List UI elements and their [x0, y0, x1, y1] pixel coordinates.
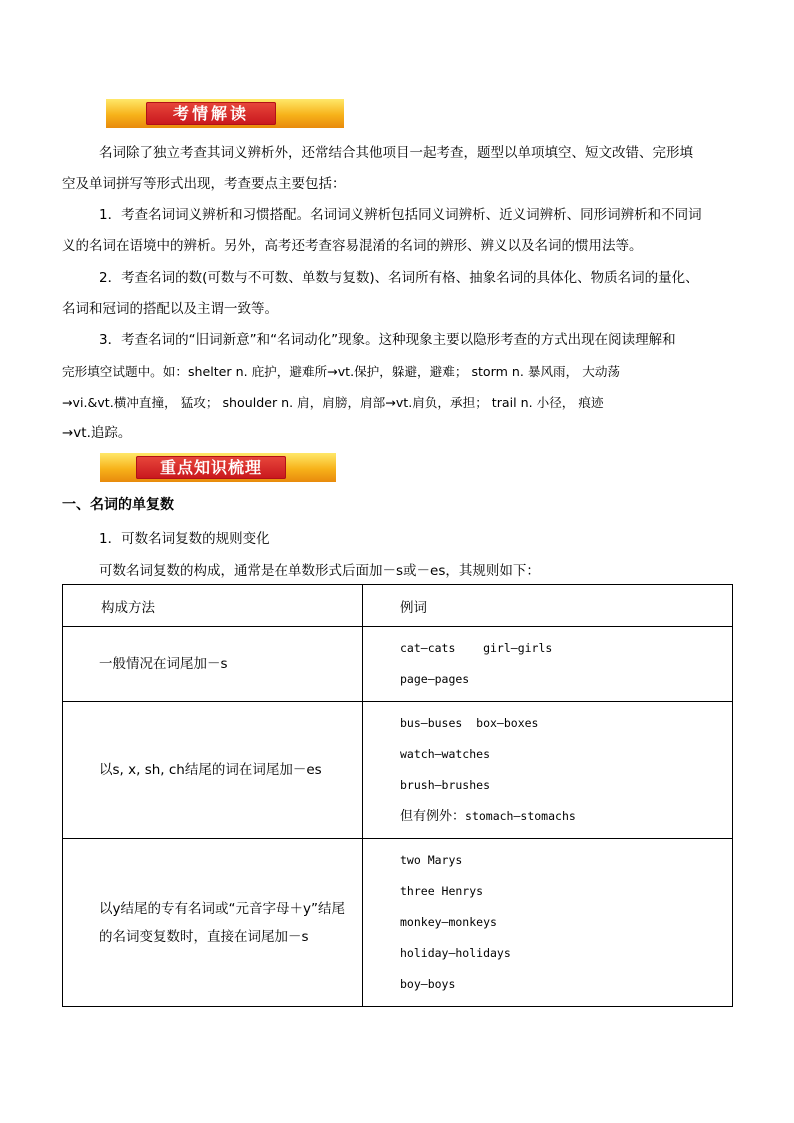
paragraph-line: 完形填空试题中。如：shelter n. 庇护，避难所→vt.保护，躲避，避难； storm n. 暴风雨， 大动荡 — [62, 364, 621, 379]
section-banner-exam-analysis — [106, 99, 344, 128]
example-word: holiday—holidays — [400, 946, 511, 960]
table-row — [63, 839, 733, 1007]
rule-cell: 一般情况在词尾加－s — [63, 627, 363, 702]
table-intro-text: 可数名词复数的构成，通常是在单数形式后面加－s或－es，其规则如下： — [99, 563, 540, 579]
exception-line — [400, 801, 732, 832]
subsection-heading: 1．可数名词复数的规则变化 — [99, 531, 270, 547]
paragraph-line: 3．考查名词的“旧词新意”和“名词动化”现象。这种现象主要以隐形考查的方式出现在阅读理解和 — [99, 332, 676, 348]
plural-rules-table — [62, 584, 733, 1007]
exception-word: stomach—stomachs — [465, 809, 576, 823]
table-row — [63, 627, 733, 702]
examples-cell — [363, 627, 733, 702]
example-word: two Marys — [400, 853, 463, 867]
banner-title: 考情解读 — [146, 102, 276, 125]
paragraph-line: →vt.追踪。 — [62, 425, 132, 441]
paragraph-line: 1．考查名词词义辨析和习惯搭配。名词词义辨析包括同义词辨析、近义词辨析、同形词辨析和不同词 — [99, 207, 702, 223]
paragraph-line: 名词除了独立考查其词义辨析外，还常结合其他项目一起考查，题型以单项填空、短文改错、完形填 — [99, 145, 693, 161]
exception-label: 但有例外： — [400, 809, 466, 824]
section-heading: 一、名词的单复数 — [62, 497, 174, 513]
banner-title: 重点知识梳理 — [136, 456, 286, 479]
point-2-paragraph — [62, 263, 732, 325]
column-header-examples: 例词 — [363, 585, 733, 627]
table-row — [63, 702, 733, 839]
rule-cell: 以s, x, sh, ch结尾的词在词尾加－es — [63, 702, 363, 839]
column-header-method: 构成方法 — [63, 585, 363, 627]
examples-cell — [363, 702, 733, 839]
example-word: watch—watches — [400, 747, 491, 761]
rule-cell: 以y结尾的专有名词或“元音字母＋y”结尾的名词变复数时，直接在词尾加－s — [63, 839, 363, 1007]
paragraph-line: →vi.&vt.横冲直撞， 猛攻； shoulder n. 肩，肩膀，肩部→vt.肩负，承担； trail n. 小径， 痕迹 — [62, 395, 604, 410]
table-header-row — [63, 585, 733, 627]
example-word: page—pages — [400, 672, 470, 686]
intro-paragraph — [62, 138, 732, 200]
point-1-paragraph — [62, 200, 732, 262]
point-3-paragraph — [62, 325, 732, 449]
paragraph-line: 义的名词在语境中的辨析。另外，高考还考查容易混淆的名词的辨形、辨义以及名词的惯用法等。 — [62, 238, 643, 254]
section-banner-key-knowledge — [100, 453, 336, 482]
example-word: cat—cats girl—girls — [400, 641, 553, 655]
example-word: three Henrys — [400, 884, 484, 898]
paragraph-line: 名词和冠词的搭配以及主谓一致等。 — [62, 301, 278, 317]
examples-cell — [363, 839, 733, 1007]
paragraph-line: 2．考查名词的数(可数与不可数、单数与复数)、名词所有格、抽象名词的具体化、物质名词的量化、 — [99, 270, 699, 286]
example-word: boy—boys — [400, 977, 456, 991]
example-word: brush—brushes — [400, 778, 491, 792]
example-word: monkey—monkeys — [400, 915, 497, 929]
paragraph-line: 空及单词拼写等形式出现，考查要点主要包括： — [62, 176, 346, 192]
example-word: bus—buses box—boxes — [400, 716, 539, 730]
